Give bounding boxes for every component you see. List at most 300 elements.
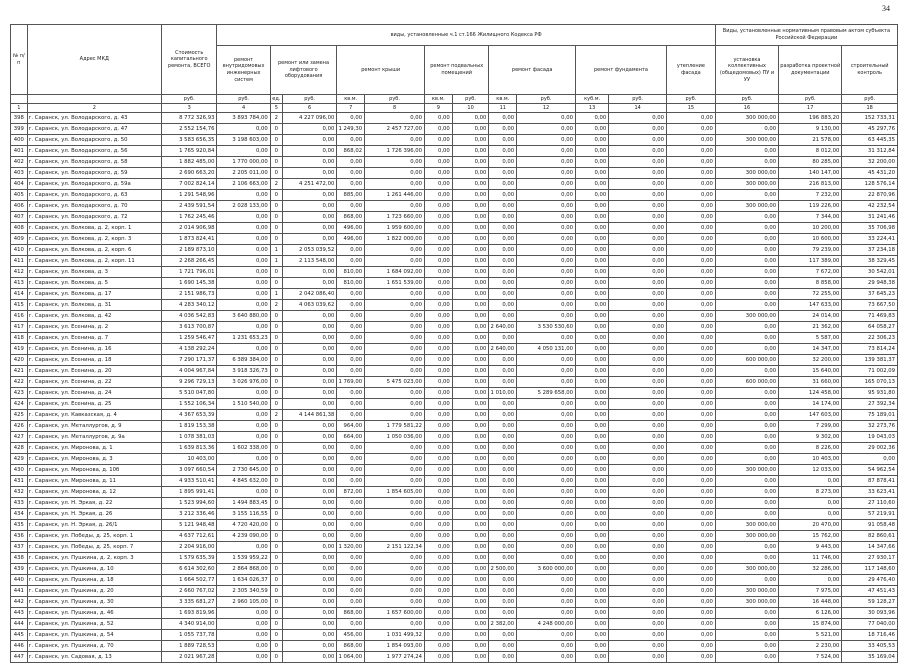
- value-cell: 300 000,00: [715, 597, 778, 608]
- value-cell: 0,00: [609, 355, 667, 366]
- value-cell: 0,00: [666, 333, 715, 344]
- value-cell: 0,00: [609, 168, 667, 179]
- value-cell: 0,00: [452, 333, 489, 344]
- value-cell: 0,00: [666, 553, 715, 564]
- value-cell: 0,00: [489, 267, 517, 278]
- column-number: 18: [842, 104, 898, 113]
- header-project-docs: разработка проектной документации: [779, 46, 842, 95]
- value-cell: 0,00: [282, 399, 336, 410]
- value-cell: 0,00: [452, 608, 489, 619]
- address-cell: г. Саранск, ул. Есенина, д. 20: [27, 366, 161, 377]
- value-cell: 0,00: [609, 179, 667, 190]
- value-cell: 0,00: [575, 520, 608, 531]
- value-cell: 0,00: [337, 388, 365, 399]
- value-cell: 0,00: [489, 366, 517, 377]
- value-cell: 0,00: [337, 201, 365, 212]
- value-cell: 37 234,18: [842, 245, 898, 256]
- value-cell: 0,00: [425, 366, 453, 377]
- value-cell: 0,00: [575, 542, 608, 553]
- units-cell: куб.м.: [575, 95, 608, 104]
- value-cell: 0,00: [715, 432, 778, 443]
- value-cell: 0,00: [575, 333, 608, 344]
- address-cell: г. Саранск, ул. Пушкина, д. 10: [27, 564, 161, 575]
- value-cell: 30 542,01: [842, 267, 898, 278]
- value-cell: 21 578,00: [779, 135, 842, 146]
- value-cell: 0,00: [217, 300, 270, 311]
- value-cell: 0,00: [282, 619, 336, 630]
- value-cell: 1 895 991,41: [161, 487, 217, 498]
- value-cell: 0,00: [575, 124, 608, 135]
- value-cell: 0,00: [575, 608, 608, 619]
- value-cell: 0,00: [282, 465, 336, 476]
- value-cell: 0,00: [452, 278, 489, 289]
- value-cell: 0,00: [517, 333, 576, 344]
- header-elevator-repair: ремонт или замена лифтового оборудования: [270, 46, 337, 95]
- value-cell: 0,00: [575, 234, 608, 245]
- value-cell: 872,00: [337, 487, 365, 498]
- row-number-cell: 428: [11, 443, 28, 454]
- value-cell: 0,00: [365, 135, 425, 146]
- value-cell: 5 587,00: [779, 333, 842, 344]
- value-cell: 0,00: [666, 366, 715, 377]
- value-cell: 0,00: [489, 608, 517, 619]
- value-cell: 0,00: [452, 630, 489, 641]
- value-cell: 0,00: [452, 179, 489, 190]
- value-cell: 0: [270, 278, 282, 289]
- value-cell: 0,00: [425, 432, 453, 443]
- value-cell: 0,00: [609, 124, 667, 135]
- value-cell: 0,00: [517, 113, 576, 124]
- value-cell: 0,00: [575, 443, 608, 454]
- table-row: [11, 564, 898, 575]
- value-cell: 0,00: [517, 201, 576, 212]
- value-cell: 0,00: [365, 454, 425, 465]
- table-row: [11, 267, 898, 278]
- address-cell: г. Саранск, ул. Есенина, д. 7: [27, 333, 161, 344]
- value-cell: 4 036 542,83: [161, 311, 217, 322]
- row-number-cell: 418: [11, 333, 28, 344]
- header-meter-installation: установка коллективных (общедомовых) ПУ и УУ: [715, 46, 778, 95]
- value-cell: 0,00: [575, 201, 608, 212]
- value-cell: 0,00: [575, 421, 608, 432]
- value-cell: 10 600,00: [779, 234, 842, 245]
- value-cell: 14 174,00: [779, 399, 842, 410]
- value-cell: 0,00: [489, 377, 517, 388]
- row-number-cell: 425: [11, 410, 28, 421]
- value-cell: 0,00: [452, 509, 489, 520]
- value-cell: 0,00: [517, 190, 576, 201]
- value-cell: 0,00: [452, 553, 489, 564]
- value-cell: 82 860,61: [842, 531, 898, 542]
- value-cell: 0,00: [715, 234, 778, 245]
- row-number-cell: 401: [11, 146, 28, 157]
- value-cell: 1 078 381,03: [161, 432, 217, 443]
- value-cell: 1 320,00: [337, 542, 365, 553]
- value-cell: 147 603,00: [779, 410, 842, 421]
- address-cell: г. Саранск, ул. Миронова, д. 3: [27, 454, 161, 465]
- value-cell: 0,00: [666, 300, 715, 311]
- value-cell: 2: [270, 113, 282, 124]
- value-cell: 0,00: [452, 421, 489, 432]
- units-cell: руб.: [715, 95, 778, 104]
- value-cell: 0,00: [666, 377, 715, 388]
- value-cell: 29 948,38: [842, 278, 898, 289]
- value-cell: 0,00: [365, 619, 425, 630]
- row-number-cell: 406: [11, 201, 28, 212]
- value-cell: 0: [270, 476, 282, 487]
- address-cell: г. Саранск, ул. Победы, д. 25, корп. 7: [27, 542, 161, 553]
- value-cell: 0,00: [282, 201, 336, 212]
- value-cell: 0,00: [489, 487, 517, 498]
- value-cell: 0,00: [217, 124, 270, 135]
- value-cell: 4 004 967,84: [161, 366, 217, 377]
- value-cell: 0,00: [282, 135, 336, 146]
- value-cell: 0,00: [365, 586, 425, 597]
- units-cell: руб.: [217, 95, 270, 104]
- value-cell: 0,00: [609, 410, 667, 421]
- value-cell: 0,00: [575, 388, 608, 399]
- value-cell: 0: [270, 355, 282, 366]
- header-num: № п/п: [11, 25, 28, 95]
- value-cell: 0,00: [217, 421, 270, 432]
- units-cell: руб.: [282, 95, 336, 104]
- value-cell: 196 883,20: [779, 113, 842, 124]
- value-cell: 0,00: [489, 432, 517, 443]
- value-cell: 0,00: [452, 586, 489, 597]
- value-cell: 0,00: [365, 157, 425, 168]
- value-cell: 0,00: [489, 256, 517, 267]
- value-cell: 4 050 131,00: [517, 344, 576, 355]
- value-cell: 8 012,00: [779, 146, 842, 157]
- value-cell: 11 746,00: [779, 553, 842, 564]
- value-cell: 0,00: [282, 553, 336, 564]
- value-cell: 0,00: [779, 476, 842, 487]
- value-cell: 45 431,20: [842, 168, 898, 179]
- value-cell: 0,00: [425, 377, 453, 388]
- value-cell: 15 640,00: [779, 366, 842, 377]
- value-cell: 0: [270, 157, 282, 168]
- value-cell: 0,00: [282, 542, 336, 553]
- value-cell: 0: [270, 564, 282, 575]
- value-cell: 0,00: [337, 553, 365, 564]
- value-cell: 0,00: [337, 586, 365, 597]
- value-cell: 0,00: [337, 157, 365, 168]
- value-cell: 0,00: [425, 135, 453, 146]
- value-cell: 0: [270, 641, 282, 652]
- value-cell: 0,00: [517, 630, 576, 641]
- value-cell: 8 226,00: [779, 443, 842, 454]
- value-cell: 0,00: [575, 168, 608, 179]
- value-cell: 0,00: [666, 256, 715, 267]
- value-cell: 0,00: [282, 355, 336, 366]
- value-cell: 0,00: [715, 256, 778, 267]
- value-cell: 20 470,00: [779, 520, 842, 531]
- table-row: [11, 575, 898, 586]
- value-cell: 0,00: [365, 333, 425, 344]
- address-cell: г. Саранск, ул. Миронова, д. 10б: [27, 465, 161, 476]
- value-cell: 0,00: [282, 311, 336, 322]
- value-cell: 0,00: [217, 542, 270, 553]
- value-cell: 0,00: [452, 443, 489, 454]
- value-cell: 0,00: [715, 245, 778, 256]
- value-cell: 0,00: [517, 509, 576, 520]
- header-basement-repair: ремонт подвальных помещений: [425, 46, 489, 95]
- table-row: [11, 278, 898, 289]
- value-cell: 0,00: [489, 586, 517, 597]
- value-cell: 0,00: [609, 399, 667, 410]
- value-cell: 0,00: [452, 355, 489, 366]
- value-cell: 0,00: [575, 256, 608, 267]
- row-number-cell: 441: [11, 586, 28, 597]
- table-row: [11, 542, 898, 553]
- value-cell: 0,00: [609, 487, 667, 498]
- value-cell: 0,00: [517, 146, 576, 157]
- value-cell: 165 070,13: [842, 377, 898, 388]
- row-number-cell: 440: [11, 575, 28, 586]
- value-cell: 0,00: [517, 454, 576, 465]
- table-row: [11, 311, 898, 322]
- value-cell: 0,00: [452, 465, 489, 476]
- value-cell: 0,00: [282, 597, 336, 608]
- value-cell: 0,00: [609, 509, 667, 520]
- value-cell: 0,00: [337, 476, 365, 487]
- value-cell: 0,00: [715, 498, 778, 509]
- value-cell: 0,00: [365, 289, 425, 300]
- value-cell: 2 500,00: [489, 564, 517, 575]
- value-cell: 0,00: [365, 410, 425, 421]
- value-cell: 0,00: [609, 267, 667, 278]
- value-cell: 0,00: [365, 531, 425, 542]
- value-cell: 0,00: [217, 190, 270, 201]
- table-row: [11, 124, 898, 135]
- value-cell: 0,00: [517, 498, 576, 509]
- value-cell: 0,00: [365, 509, 425, 520]
- value-cell: 0,00: [666, 157, 715, 168]
- value-cell: 0,00: [282, 432, 336, 443]
- value-cell: 0,00: [666, 410, 715, 421]
- row-number-cell: 437: [11, 542, 28, 553]
- value-cell: 0,00: [517, 586, 576, 597]
- value-cell: 0,00: [666, 146, 715, 157]
- value-cell: 868,02: [337, 146, 365, 157]
- table-row: [11, 190, 898, 201]
- value-cell: 1 726 396,00: [365, 146, 425, 157]
- value-cell: 4 063 039,62: [282, 300, 336, 311]
- value-cell: 0: [270, 465, 282, 476]
- value-cell: 0,00: [425, 245, 453, 256]
- value-cell: 0,00: [517, 157, 576, 168]
- column-number: 12: [517, 104, 576, 113]
- address-cell: г. Саранск, ул. Есенина, д. 24: [27, 388, 161, 399]
- value-cell: 2 382,00: [489, 619, 517, 630]
- value-cell: 0,00: [575, 487, 608, 498]
- value-cell: 664,00: [337, 432, 365, 443]
- value-cell: 0,00: [452, 597, 489, 608]
- value-cell: 0,00: [666, 168, 715, 179]
- value-cell: 0,00: [715, 619, 778, 630]
- address-cell: г. Саранск, ул. Есенина, д. 16: [27, 344, 161, 355]
- address-cell: г. Саранск, ул. Володарского, д. 58: [27, 157, 161, 168]
- value-cell: 1 723 660,00: [365, 212, 425, 223]
- value-cell: 0,00: [517, 366, 576, 377]
- value-cell: 0,00: [425, 575, 453, 586]
- value-cell: 0,00: [666, 432, 715, 443]
- value-cell: 0,00: [282, 575, 336, 586]
- value-cell: 2 457 727,00: [365, 124, 425, 135]
- address-cell: г. Саранск, ул. Волкова, д. 2, корп. 11: [27, 256, 161, 267]
- value-cell: 0,00: [282, 124, 336, 135]
- value-cell: 0,00: [452, 245, 489, 256]
- value-cell: 0,00: [425, 608, 453, 619]
- value-cell: 0,00: [282, 652, 336, 663]
- value-cell: 0,00: [337, 575, 365, 586]
- table-row: [11, 355, 898, 366]
- value-cell: 0,00: [489, 465, 517, 476]
- value-cell: 0,00: [715, 333, 778, 344]
- value-cell: 0,00: [715, 410, 778, 421]
- value-cell: 0,00: [452, 377, 489, 388]
- value-cell: 0,00: [282, 234, 336, 245]
- value-cell: 0,00: [425, 388, 453, 399]
- value-cell: 0,00: [609, 344, 667, 355]
- value-cell: 0,00: [337, 531, 365, 542]
- value-cell: 0: [270, 432, 282, 443]
- value-cell: 0,00: [666, 399, 715, 410]
- value-cell: 10 200,00: [779, 223, 842, 234]
- value-cell: 1 259 546,47: [161, 333, 217, 344]
- value-cell: 0,00: [425, 509, 453, 520]
- row-number-cell: 411: [11, 256, 28, 267]
- value-cell: 0,00: [666, 135, 715, 146]
- value-cell: 600 000,00: [715, 377, 778, 388]
- value-cell: 0,00: [609, 652, 667, 663]
- value-cell: 3 640 880,00: [217, 311, 270, 322]
- address-cell: г. Саранск, ул. Победы, д. 25, корп. 1: [27, 531, 161, 542]
- table-row: [11, 245, 898, 256]
- value-cell: 0,00: [575, 223, 608, 234]
- value-cell: 0,00: [452, 454, 489, 465]
- table-row: [11, 146, 898, 157]
- value-cell: 0,00: [217, 487, 270, 498]
- value-cell: 0,00: [609, 300, 667, 311]
- value-cell: 0,00: [575, 476, 608, 487]
- value-cell: 59 128,27: [842, 597, 898, 608]
- value-cell: 0,00: [452, 564, 489, 575]
- value-cell: 0,00: [575, 366, 608, 377]
- value-cell: 0,00: [575, 311, 608, 322]
- row-number-cell: 446: [11, 641, 28, 652]
- value-cell: 0,00: [452, 322, 489, 333]
- row-number-cell: 443: [11, 608, 28, 619]
- value-cell: 300 000,00: [715, 201, 778, 212]
- value-cell: 1 959 600,00: [365, 223, 425, 234]
- value-cell: 0,00: [337, 410, 365, 421]
- value-cell: 0,00: [609, 531, 667, 542]
- value-cell: 0,00: [282, 146, 336, 157]
- units-cell: руб.: [517, 95, 576, 104]
- table-row: [11, 157, 898, 168]
- value-cell: 128 576,14: [842, 179, 898, 190]
- value-cell: 0,00: [425, 124, 453, 135]
- value-cell: 0,00: [575, 377, 608, 388]
- address-cell: г. Саранск, ул. Пушкина, д. 2, корп. 3: [27, 553, 161, 564]
- value-cell: 0,00: [425, 190, 453, 201]
- row-number-cell: 419: [11, 344, 28, 355]
- value-cell: 0,00: [425, 289, 453, 300]
- value-cell: 0,00: [715, 553, 778, 564]
- value-cell: 0: [270, 520, 282, 531]
- value-cell: 0,00: [517, 575, 576, 586]
- row-number-cell: 405: [11, 190, 28, 201]
- value-cell: 0,00: [489, 531, 517, 542]
- value-cell: 0,00: [282, 476, 336, 487]
- value-cell: 0,00: [489, 410, 517, 421]
- value-cell: 300 000,00: [715, 520, 778, 531]
- row-number-cell: 416: [11, 311, 28, 322]
- value-cell: 0,00: [365, 465, 425, 476]
- value-cell: 0,00: [609, 190, 667, 201]
- row-number-cell: 409: [11, 234, 28, 245]
- address-cell: г. Саранск, ул. Пушкина, д. 20: [27, 586, 161, 597]
- value-cell: 0,00: [666, 113, 715, 124]
- value-cell: 0,00: [517, 212, 576, 223]
- value-cell: 0,00: [282, 531, 336, 542]
- value-cell: 2 113 548,00: [282, 256, 336, 267]
- value-cell: 1 634 026,37: [217, 575, 270, 586]
- value-cell: 0,00: [715, 476, 778, 487]
- value-cell: 0,00: [282, 487, 336, 498]
- value-cell: 22 306,23: [842, 333, 898, 344]
- value-cell: 3 893 784,00: [217, 113, 270, 124]
- value-cell: 8 858,00: [779, 278, 842, 289]
- value-cell: 6 614 302,60: [161, 564, 217, 575]
- value-cell: 300 000,00: [715, 531, 778, 542]
- row-number-cell: 421: [11, 366, 28, 377]
- value-cell: 0,00: [609, 135, 667, 146]
- value-cell: 300 000,00: [715, 465, 778, 476]
- value-cell: 0,00: [517, 597, 576, 608]
- value-cell: 0,00: [489, 476, 517, 487]
- table-row: [11, 487, 898, 498]
- table-row: [11, 520, 898, 531]
- value-cell: 2 106 663,00: [217, 179, 270, 190]
- table-row: [11, 388, 898, 399]
- value-cell: 0,00: [666, 223, 715, 234]
- value-cell: 31 312,84: [842, 146, 898, 157]
- value-cell: 0,00: [666, 465, 715, 476]
- value-cell: 7 232,00: [779, 190, 842, 201]
- value-cell: 0,00: [452, 135, 489, 146]
- value-cell: 1 977 274,24: [365, 652, 425, 663]
- address-cell: г. Саранск, ул. Есенина, д. 2: [27, 322, 161, 333]
- value-cell: 0,00: [489, 542, 517, 553]
- value-cell: 0,00: [489, 157, 517, 168]
- value-cell: 0,00: [452, 256, 489, 267]
- value-cell: 0,00: [452, 212, 489, 223]
- value-cell: 0: [270, 135, 282, 146]
- value-cell: 0,00: [337, 509, 365, 520]
- value-cell: 0,00: [517, 300, 576, 311]
- value-cell: 0,00: [337, 168, 365, 179]
- address-cell: г. Саранск, ул. Пушкина, д. 30: [27, 597, 161, 608]
- column-number: 1: [11, 104, 28, 113]
- value-cell: 0,00: [452, 300, 489, 311]
- value-cell: 0,00: [337, 322, 365, 333]
- header-roof-repair: ремонт крыши: [337, 46, 425, 95]
- value-cell: 0,00: [282, 421, 336, 432]
- value-cell: 0,00: [575, 641, 608, 652]
- value-cell: 6 389 384,00: [217, 355, 270, 366]
